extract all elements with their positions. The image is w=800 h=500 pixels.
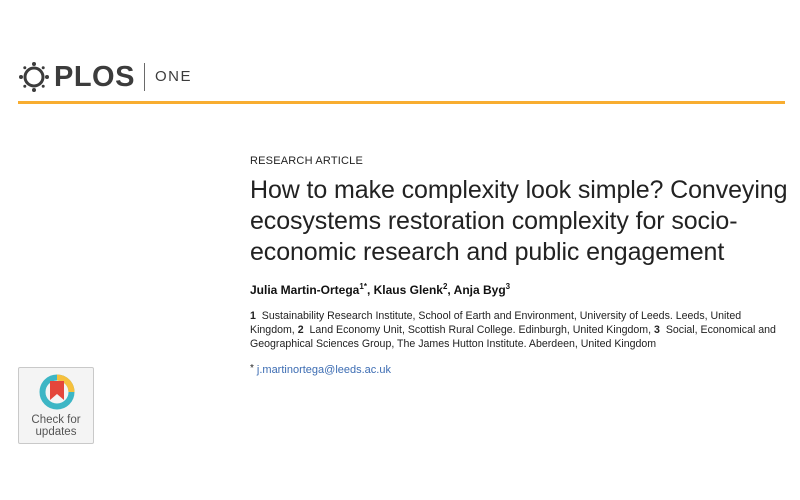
author-affil-ref: 3 bbox=[505, 282, 511, 291]
affiliation-text: Sustainability Research Institute, School of Earth and Environment, University of Leeds. Leeds, United Kingdom, bbox=[250, 310, 742, 336]
badge-label-line1: Check for bbox=[31, 414, 81, 426]
author[interactable] bbox=[454, 283, 510, 297]
plos-one-logo[interactable] bbox=[18, 60, 192, 94]
corresponding-marker: * bbox=[250, 363, 254, 374]
header-rule bbox=[18, 101, 785, 104]
author[interactable] bbox=[374, 283, 448, 297]
author-name: Julia Martin-Ortega bbox=[250, 283, 360, 297]
check-for-updates-button[interactable] bbox=[18, 367, 94, 444]
journal-header bbox=[18, 56, 788, 100]
journal-subname: ONE bbox=[154, 68, 192, 85]
author-name: Anja Byg bbox=[453, 283, 506, 297]
journal-name: PLOS bbox=[54, 61, 135, 93]
affiliation-number: 2 bbox=[297, 324, 304, 336]
author-list bbox=[250, 282, 790, 297]
affiliation-text: Social, Economical and Geographical Sciences Group, The James Hutton Institute. Aberdeen, United Kingdom bbox=[250, 324, 776, 350]
crossmark-icon bbox=[38, 373, 76, 411]
corresponding-email-link[interactable]: j.martinortega@leeds.ac.uk bbox=[256, 364, 391, 376]
author-name: Klaus Glenk bbox=[373, 283, 443, 297]
logo-divider bbox=[144, 63, 145, 91]
affiliations bbox=[250, 309, 786, 351]
author[interactable] bbox=[250, 283, 367, 297]
article-header bbox=[250, 155, 790, 376]
author-separator: , bbox=[447, 283, 454, 297]
corresponding-marker: * bbox=[363, 282, 367, 291]
article-title: How to make complexity look simple? Conveying ecosystems restoration complexity for socio-economic research and public engagement bbox=[250, 176, 788, 266]
badge-label-line2: updates bbox=[35, 426, 77, 438]
author-separator: , bbox=[366, 283, 374, 297]
article-type: RESEARCH ARTICLE bbox=[250, 155, 364, 167]
author-affil-ref: 1 bbox=[359, 282, 364, 291]
affiliation-text: Land Economy Unit, Scottish Rural College. Edinburgh, United Kingdom, bbox=[309, 324, 652, 336]
plos-emblem-icon bbox=[18, 61, 50, 93]
affiliation-number: 3 bbox=[654, 324, 660, 336]
author-affil-ref: 2 bbox=[442, 282, 448, 291]
correspondence bbox=[250, 363, 790, 376]
affiliation-number: 1 bbox=[250, 310, 256, 322]
